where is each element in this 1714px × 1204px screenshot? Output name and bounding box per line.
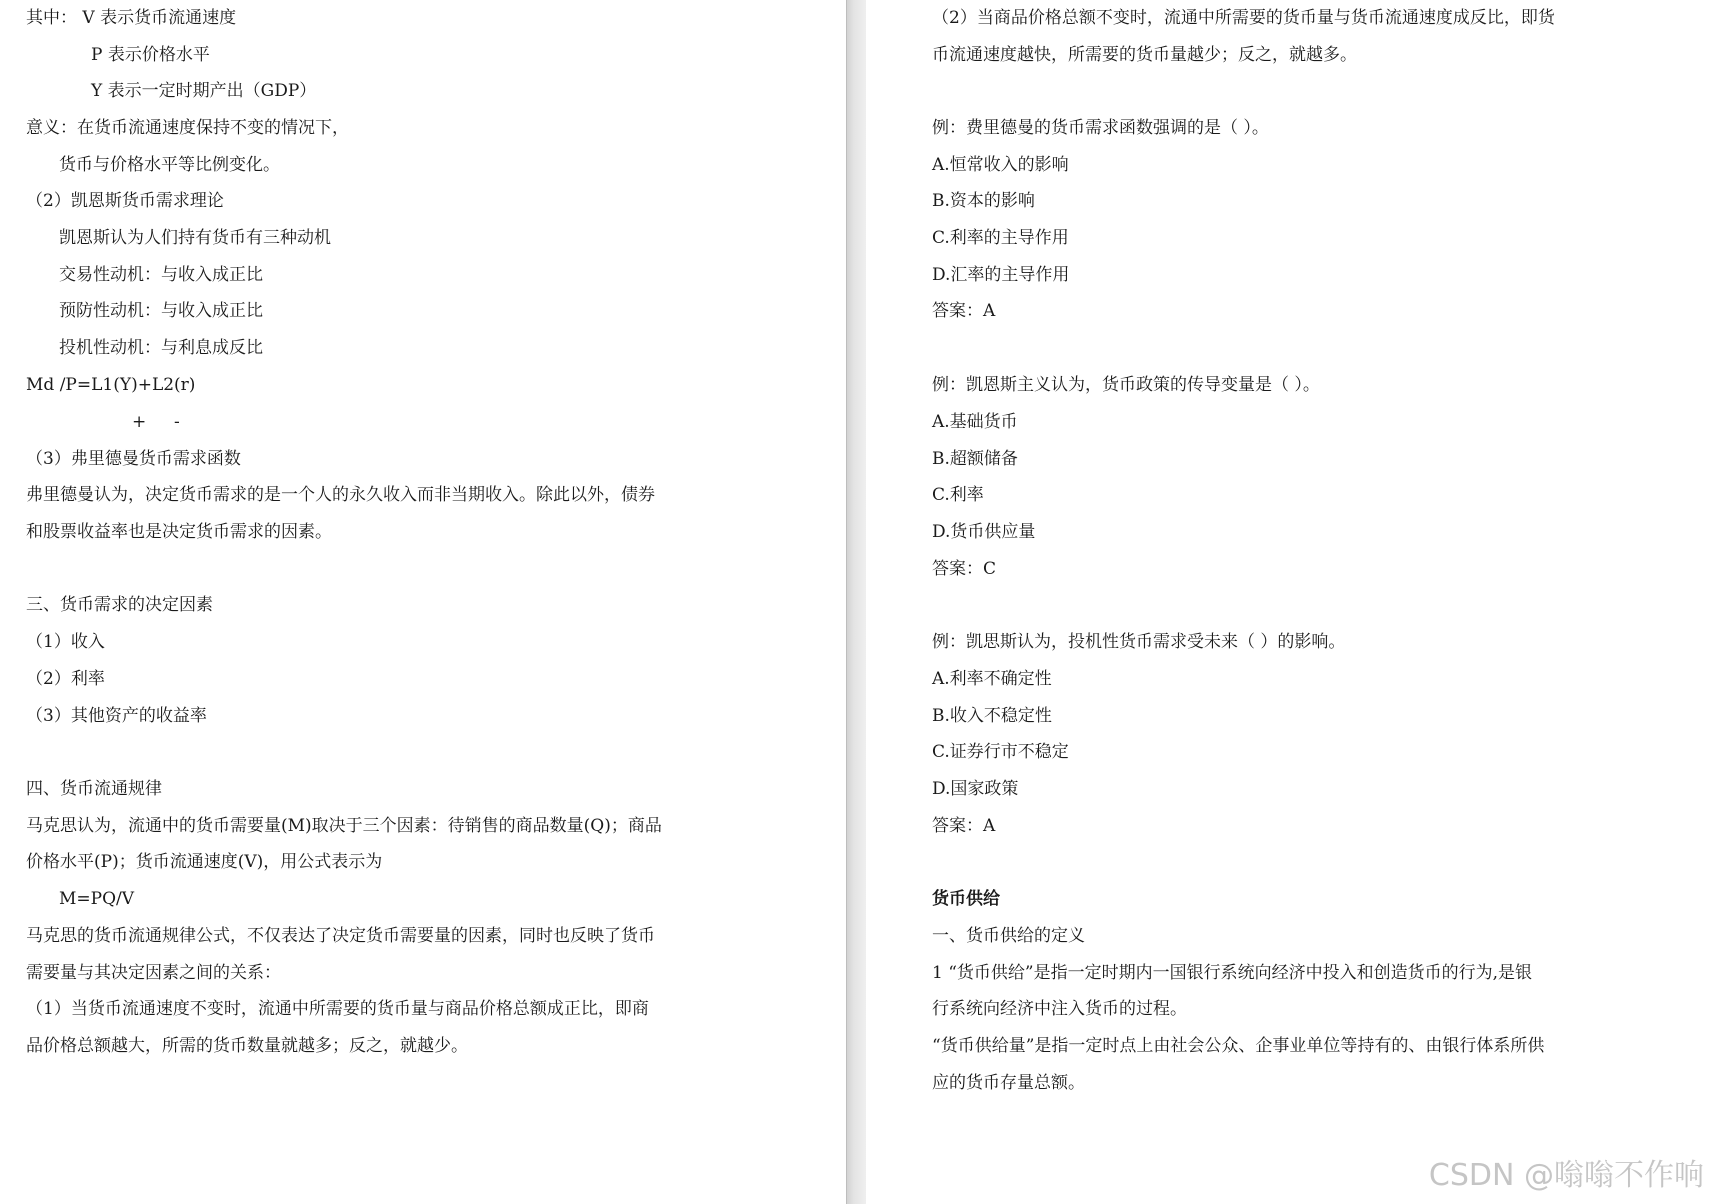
option: C.证券行市不稳定 <box>932 742 1069 762</box>
option: A.利率不确定性 <box>932 669 1052 689</box>
left-line: 价格水平(P)；货币流通速度(V)，用公式表示为 <box>26 852 383 872</box>
sign-minus: - <box>174 412 180 432</box>
option: B.收入不稳定性 <box>932 706 1052 726</box>
left-line: 马克思认为，流通中的货币需要量(M)取决于三个因素：待销售的商品数量(Q)；商品 <box>26 816 662 836</box>
section-title: 货币供给 <box>932 889 1000 909</box>
left-line: 和股票收益率也是决定货币需求的因素。 <box>26 522 332 542</box>
formula-m: M=PQ/V <box>59 889 135 909</box>
left-line: （1）当货币流通速度不变时，流通中所需要的货币量与商品价格总额成正比，即商 <box>26 999 649 1019</box>
left-line: 马克思的货币流通规律公式，不仅表达了决定货币需要量的因素，同时也反映了货币 <box>26 926 655 946</box>
left-line: 弗里德曼认为，决定货币需求的是一个人的永久收入而非当期收入。除此以外，债券 <box>26 485 655 505</box>
right-line: “货币供给量”是指一定时点上由社会公众、企事业单位等持有的、由银行体系所供 <box>932 1036 1545 1056</box>
left-line: 交易性动机：与收入成正比 <box>59 265 263 285</box>
question-text: 例：凯恩斯主义认为，货币政策的传导变量是（ ）。 <box>932 375 1320 395</box>
left-line: （1）收入 <box>26 632 105 652</box>
left-line: （2）利率 <box>26 669 105 689</box>
left-line: 意义：在货币流通速度保持不变的情况下， <box>26 118 349 138</box>
answer: 答案：A <box>932 816 996 836</box>
section-heading: 四、货币流通规律 <box>26 779 162 799</box>
option: A.基础货币 <box>932 412 1018 432</box>
option: D.汇率的主导作用 <box>932 265 1070 285</box>
left-line: 货币与价格水平等比例变化。 <box>59 155 280 175</box>
left-line: 凯恩斯认为人们持有货币有三种动机 <box>59 228 331 248</box>
left-line: 其中： V 表示货币流通速度 <box>26 8 237 28</box>
left-line: 品价格总额越大，所需的货币数量就越多；反之，就越少。 <box>26 1036 468 1056</box>
option: C.利率 <box>932 485 984 505</box>
right-line: （2）当商品价格总额不变时，流通中所需要的货币量与货币流通速度成反比，即货 <box>932 8 1555 28</box>
right-page <box>866 0 1714 1204</box>
left-line: 需要量与其决定因素之间的关系： <box>26 963 281 983</box>
answer: 答案：C <box>932 559 997 579</box>
right-line: 应的货币存量总额。 <box>932 1073 1085 1093</box>
left-line: （3）其他资产的收益率 <box>26 706 207 726</box>
option: B.超额储备 <box>932 449 1018 469</box>
section-heading: 三、货币需求的决定因素 <box>26 595 213 615</box>
option: C.利率的主导作用 <box>932 228 1069 248</box>
sign-plus: + <box>132 412 147 432</box>
page-gutter <box>846 0 866 1204</box>
question-text: 例：费里德曼的货币需求函数强调的是（ ）。 <box>932 118 1269 138</box>
page-divider <box>846 0 847 1204</box>
right-line: 1 “货币供给”是指一定时期内一国银行系统向经济中投入和创造货币的行为,是银 <box>932 963 1533 983</box>
section-heading: 一、货币供给的定义 <box>932 926 1085 946</box>
answer: 答案：A <box>932 301 996 321</box>
option: D.货币供应量 <box>932 522 1036 542</box>
left-line: Y 表示一定时期产出（GDP） <box>91 81 317 101</box>
left-page <box>0 0 846 1204</box>
left-line: 预防性动机：与收入成正比 <box>59 301 263 321</box>
option: D.国家政策 <box>932 779 1019 799</box>
question-text: 例：凯思斯认为，投机性货币需求受未来（ ）的影响。 <box>932 632 1346 652</box>
option: A.恒常收入的影响 <box>932 155 1069 175</box>
watermark: CSDN @嗡嗡不作响 <box>1428 1158 1704 1193</box>
left-line: （3）弗里德曼货币需求函数 <box>26 449 241 469</box>
left-line: P 表示价格水平 <box>91 45 210 65</box>
left-line: 投机性动机：与利息成反比 <box>59 338 263 358</box>
left-line: （2）凯恩斯货币需求理论 <box>26 191 224 211</box>
right-line: 币流通速度越快，所需要的货币量越少；反之，就越多。 <box>932 45 1357 65</box>
option: B.资本的影响 <box>932 191 1035 211</box>
formula-md: Md /P=L1(Y)+L2(r) <box>26 375 196 395</box>
right-line: 行系统向经济中注入货币的过程。 <box>932 999 1187 1019</box>
